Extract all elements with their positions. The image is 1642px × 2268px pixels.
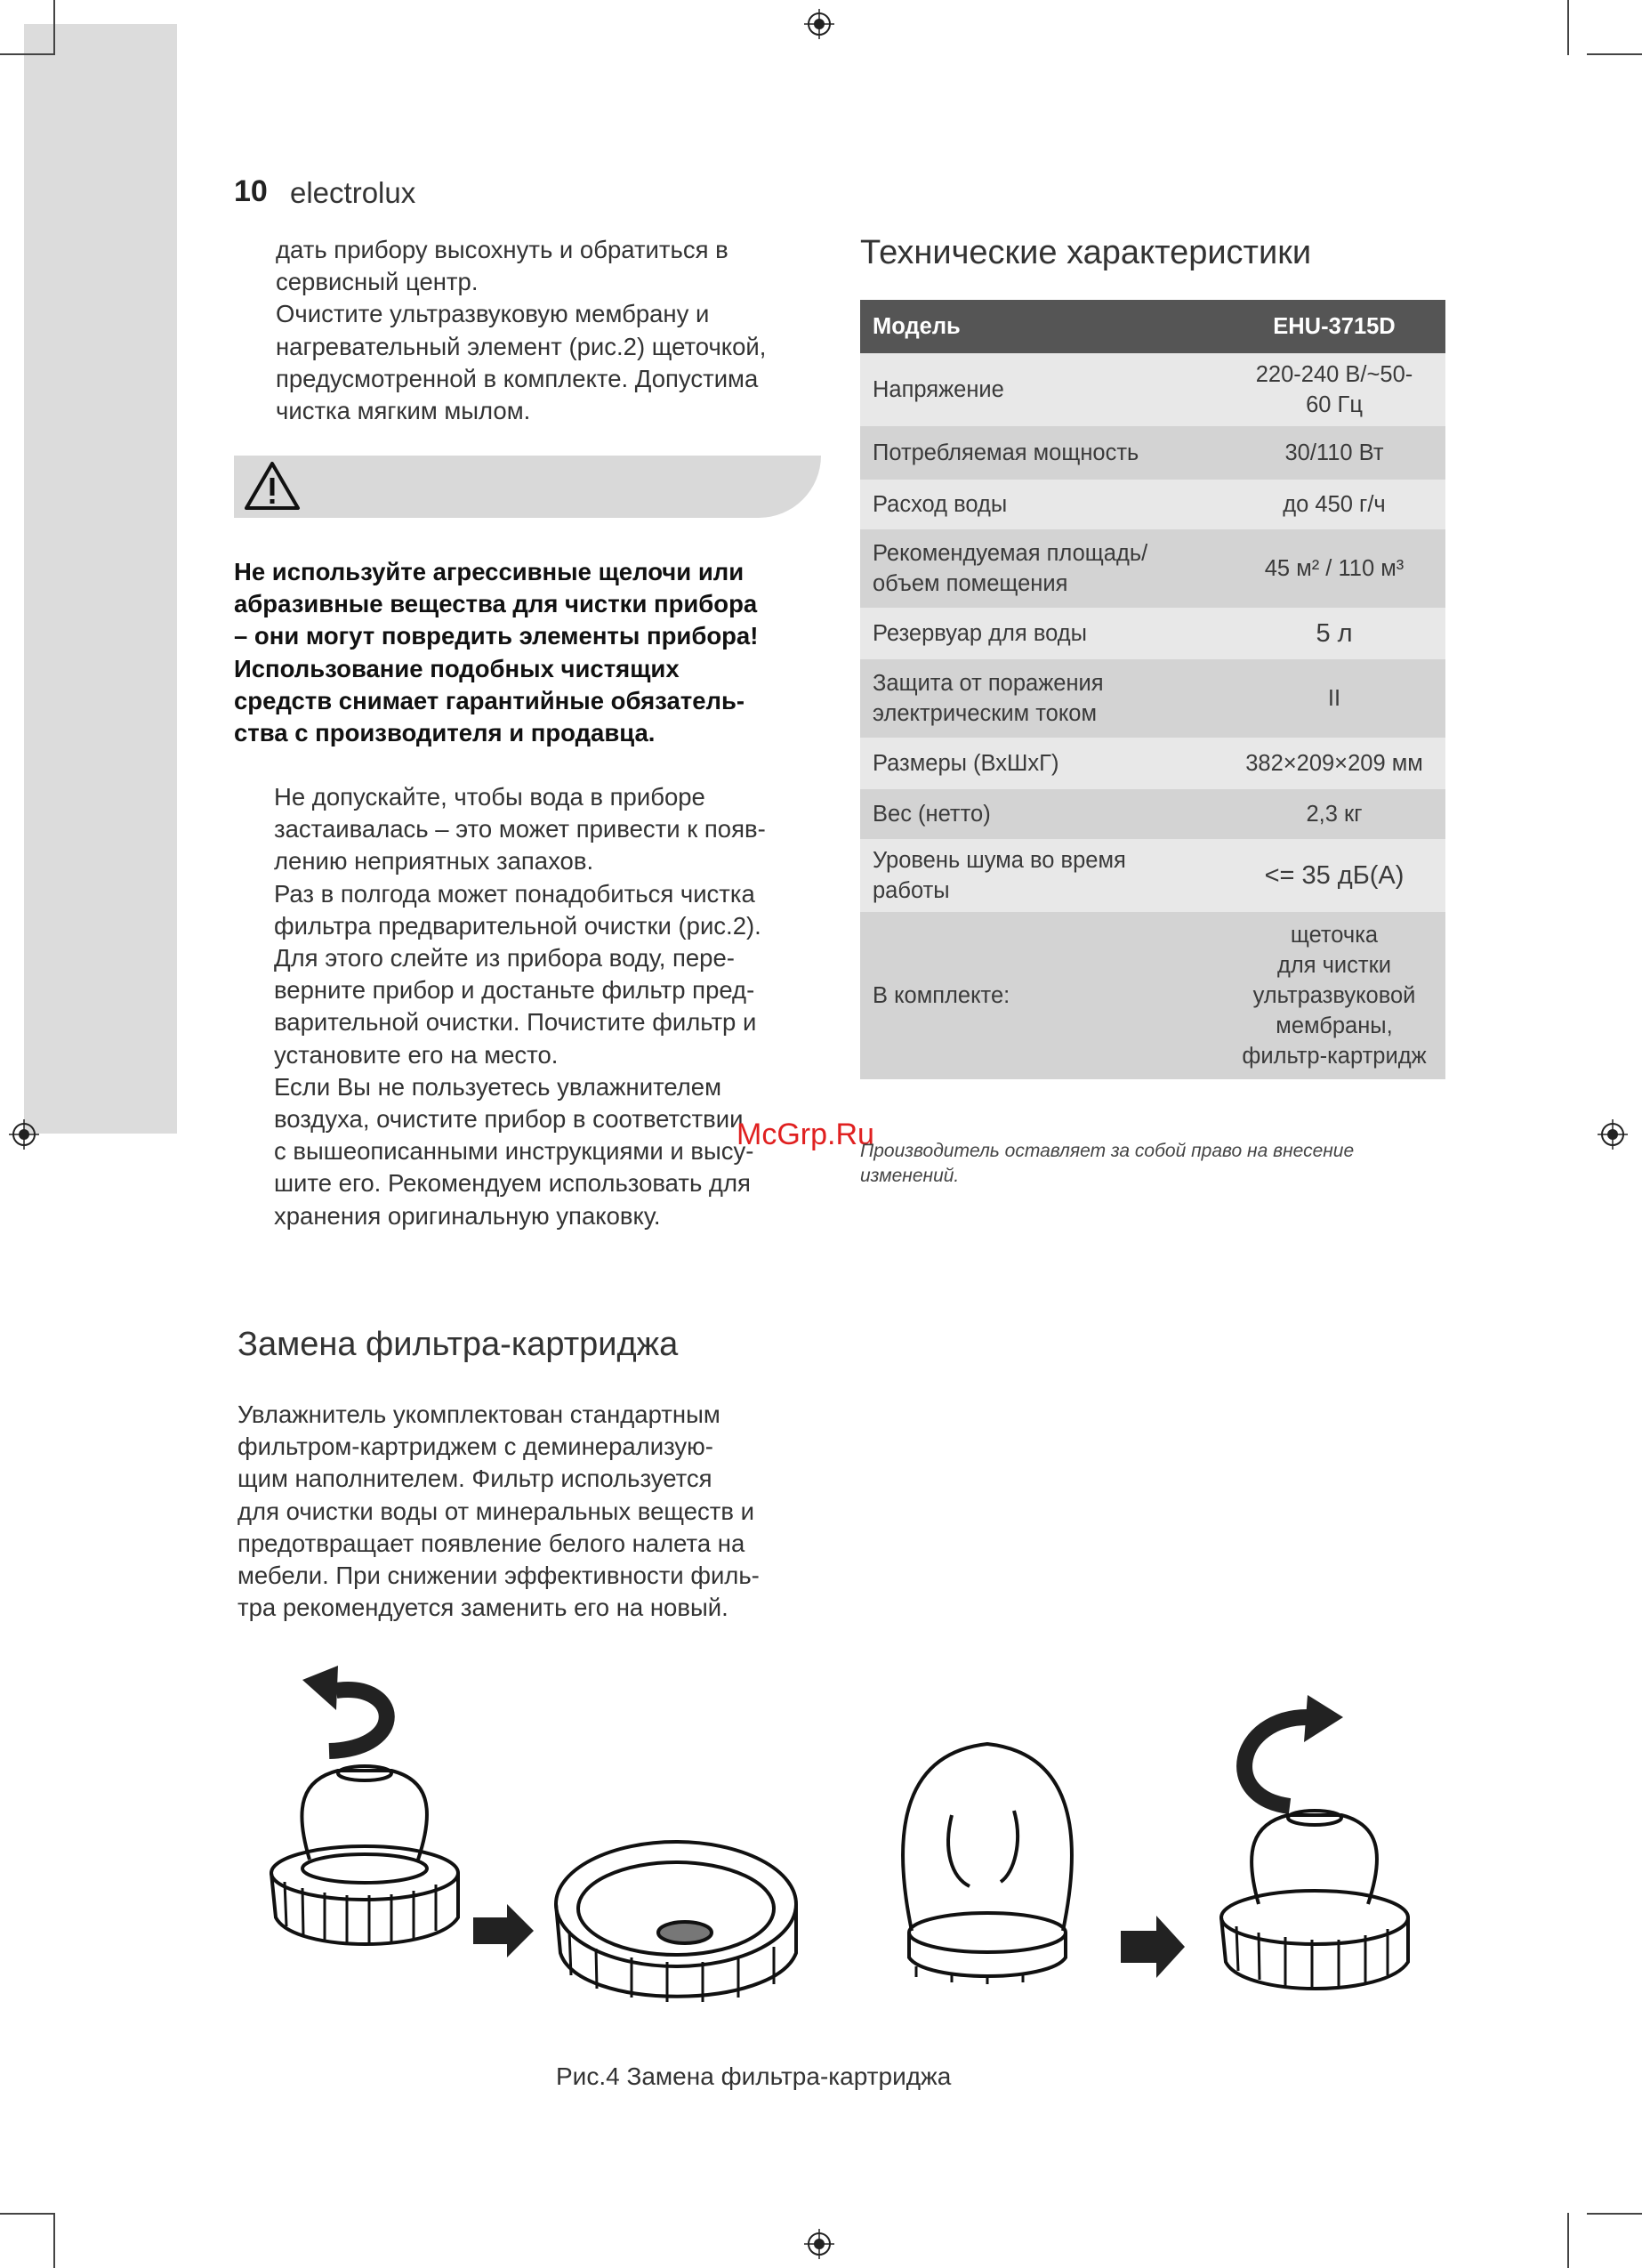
- spec-value: 2,3 кг: [1223, 789, 1445, 839]
- specs-table: [860, 300, 1445, 1079]
- table-row: [860, 839, 1445, 912]
- table-row: [860, 659, 1445, 738]
- crop-mark: [1567, 0, 1569, 55]
- table-row: [860, 789, 1445, 839]
- brand-name: electrolux: [290, 176, 416, 209]
- maintenance-paragraph: Не допускайте, чтобы вода в приборе застаивалась – это может привести к появ- лению неприятных запахов. Раз в полгода может понадобиться чистка фильтра предварительной очистки (рис.2). Для этого слейте из прибора воду, пере- верните прибор и достаньте фильтр пред- варительной очистки. Почистите фильтр и установите его на место. Если Вы не пользуетесь увлажнителем воздуха, очистите прибор в соответствии с вышеописанными инструкциями и высу- шите его. Рекомендуем использовать для хранения оригинальную упаковку.: [274, 783, 766, 1230]
- spec-value: 220-240 В/~50- 60 Гц: [1223, 353, 1445, 426]
- spec-label: Уровень шума во время работы: [860, 839, 1223, 912]
- crop-mark: [0, 53, 55, 55]
- registration-mark-icon: [804, 2229, 834, 2259]
- spec-label: Резервуар для воды: [860, 608, 1223, 659]
- warning-triangle-icon: [243, 458, 302, 513]
- registration-mark-icon: [804, 9, 834, 39]
- spec-label: Рекомендуемая площадь/ объем помещения: [860, 529, 1223, 608]
- spec-value: <= 35 дБ(А): [1223, 839, 1445, 912]
- table-row: [860, 480, 1445, 529]
- table-row: [860, 608, 1445, 659]
- table-header-row: [860, 300, 1445, 353]
- crop-mark: [0, 2213, 55, 2215]
- table-header-label: Модель: [860, 300, 1223, 353]
- spec-label: Размеры (ВхШхГ): [860, 738, 1223, 789]
- arrow-right-icon: [1121, 1916, 1185, 1978]
- spec-value: до 450 г/ч: [1223, 480, 1445, 529]
- filter-section-body: Увлажнитель укомплектован стандартным фильтром-картриджем с деминерализую- щим наполнителем. Фильтр используется для очистки воды от минеральных веществ и предотвращает появление белого налета на мебели. При снижении эффективности филь- тра рекомендуется заменить его на новый.: [237, 1400, 760, 1622]
- rotate-ccw-arrow-icon: [302, 1666, 387, 1751]
- spec-value: 382×209×209 мм: [1223, 738, 1445, 789]
- spec-value: щеточка для чистки ультразвуковой мембраны, фильтр-картридж: [1223, 912, 1445, 1079]
- spec-label: Потребляемая мощность: [860, 426, 1223, 480]
- figure-caption: Рис.4 Замена фильтра-картриджа: [556, 2062, 952, 2090]
- table-header-value: EHU-3715D: [1223, 300, 1445, 353]
- table-row: [860, 353, 1445, 426]
- new-cartridge-icon: [903, 1744, 1072, 1984]
- table-row: [860, 738, 1445, 789]
- warning-text: Не используйте агрессивные щелочи или абразивные вещества для чистки прибора – они могут повредить элементы прибора! Использование подобных чистящих средств снимает гарантийные обязатель- ства с производителя и продавца.: [234, 558, 759, 747]
- registration-mark-icon: [1598, 1119, 1628, 1150]
- crop-mark: [1587, 2213, 1642, 2215]
- cap-icon: [556, 1842, 796, 2002]
- crop-mark: [53, 2213, 55, 2268]
- spec-label: Расход воды: [860, 480, 1223, 529]
- table-row: [860, 426, 1445, 480]
- watermark: McGrp.Ru: [736, 1118, 874, 1151]
- table-row: [860, 912, 1445, 1079]
- cleaning-paragraph: дать прибору высохнуть и обратиться в сервисный центр. Очистите ультразвуковую мембрану и нагревательный элемент (рис.2) щеточкой, предусмотренной в комплекте. Допустима чистка мягким мылом.: [276, 236, 767, 425]
- spec-label: В комплекте:: [860, 912, 1223, 1079]
- crop-mark: [1567, 2213, 1569, 2268]
- registration-mark-icon: [9, 1119, 39, 1150]
- spec-value: 30/110 Вт: [1223, 426, 1445, 480]
- cartridge-with-cap-icon: [271, 1766, 458, 1944]
- crop-mark: [53, 0, 55, 55]
- crop-mark: [1587, 53, 1642, 55]
- spec-label: Защита от поражения электрическим током: [860, 659, 1223, 738]
- spec-value: 45 м² / 110 м³: [1223, 529, 1445, 608]
- cartridge-with-cap-icon: [1221, 1811, 1408, 1989]
- warning-bar: [234, 456, 821, 518]
- spec-value: 5 л: [1223, 608, 1445, 659]
- filter-replacement-illustration: [240, 1646, 1432, 2046]
- specs-title: Технические характеристики: [860, 234, 1312, 271]
- spec-label: Напряжение: [860, 353, 1223, 426]
- spec-label: Вес (нетто): [860, 789, 1223, 839]
- rotate-cw-arrow-icon: [1244, 1695, 1343, 1806]
- disclaimer-note: Производитель оставляет за собой право на внесение изменений.: [860, 1141, 1355, 1186]
- margin-strip: [24, 24, 177, 1134]
- filter-section-title: Замена фильтра-картриджа: [237, 1326, 679, 1363]
- arrow-right-icon: [473, 1904, 534, 1957]
- table-row: [860, 529, 1445, 608]
- page-number: 10: [234, 174, 268, 208]
- spec-value: II: [1223, 659, 1445, 738]
